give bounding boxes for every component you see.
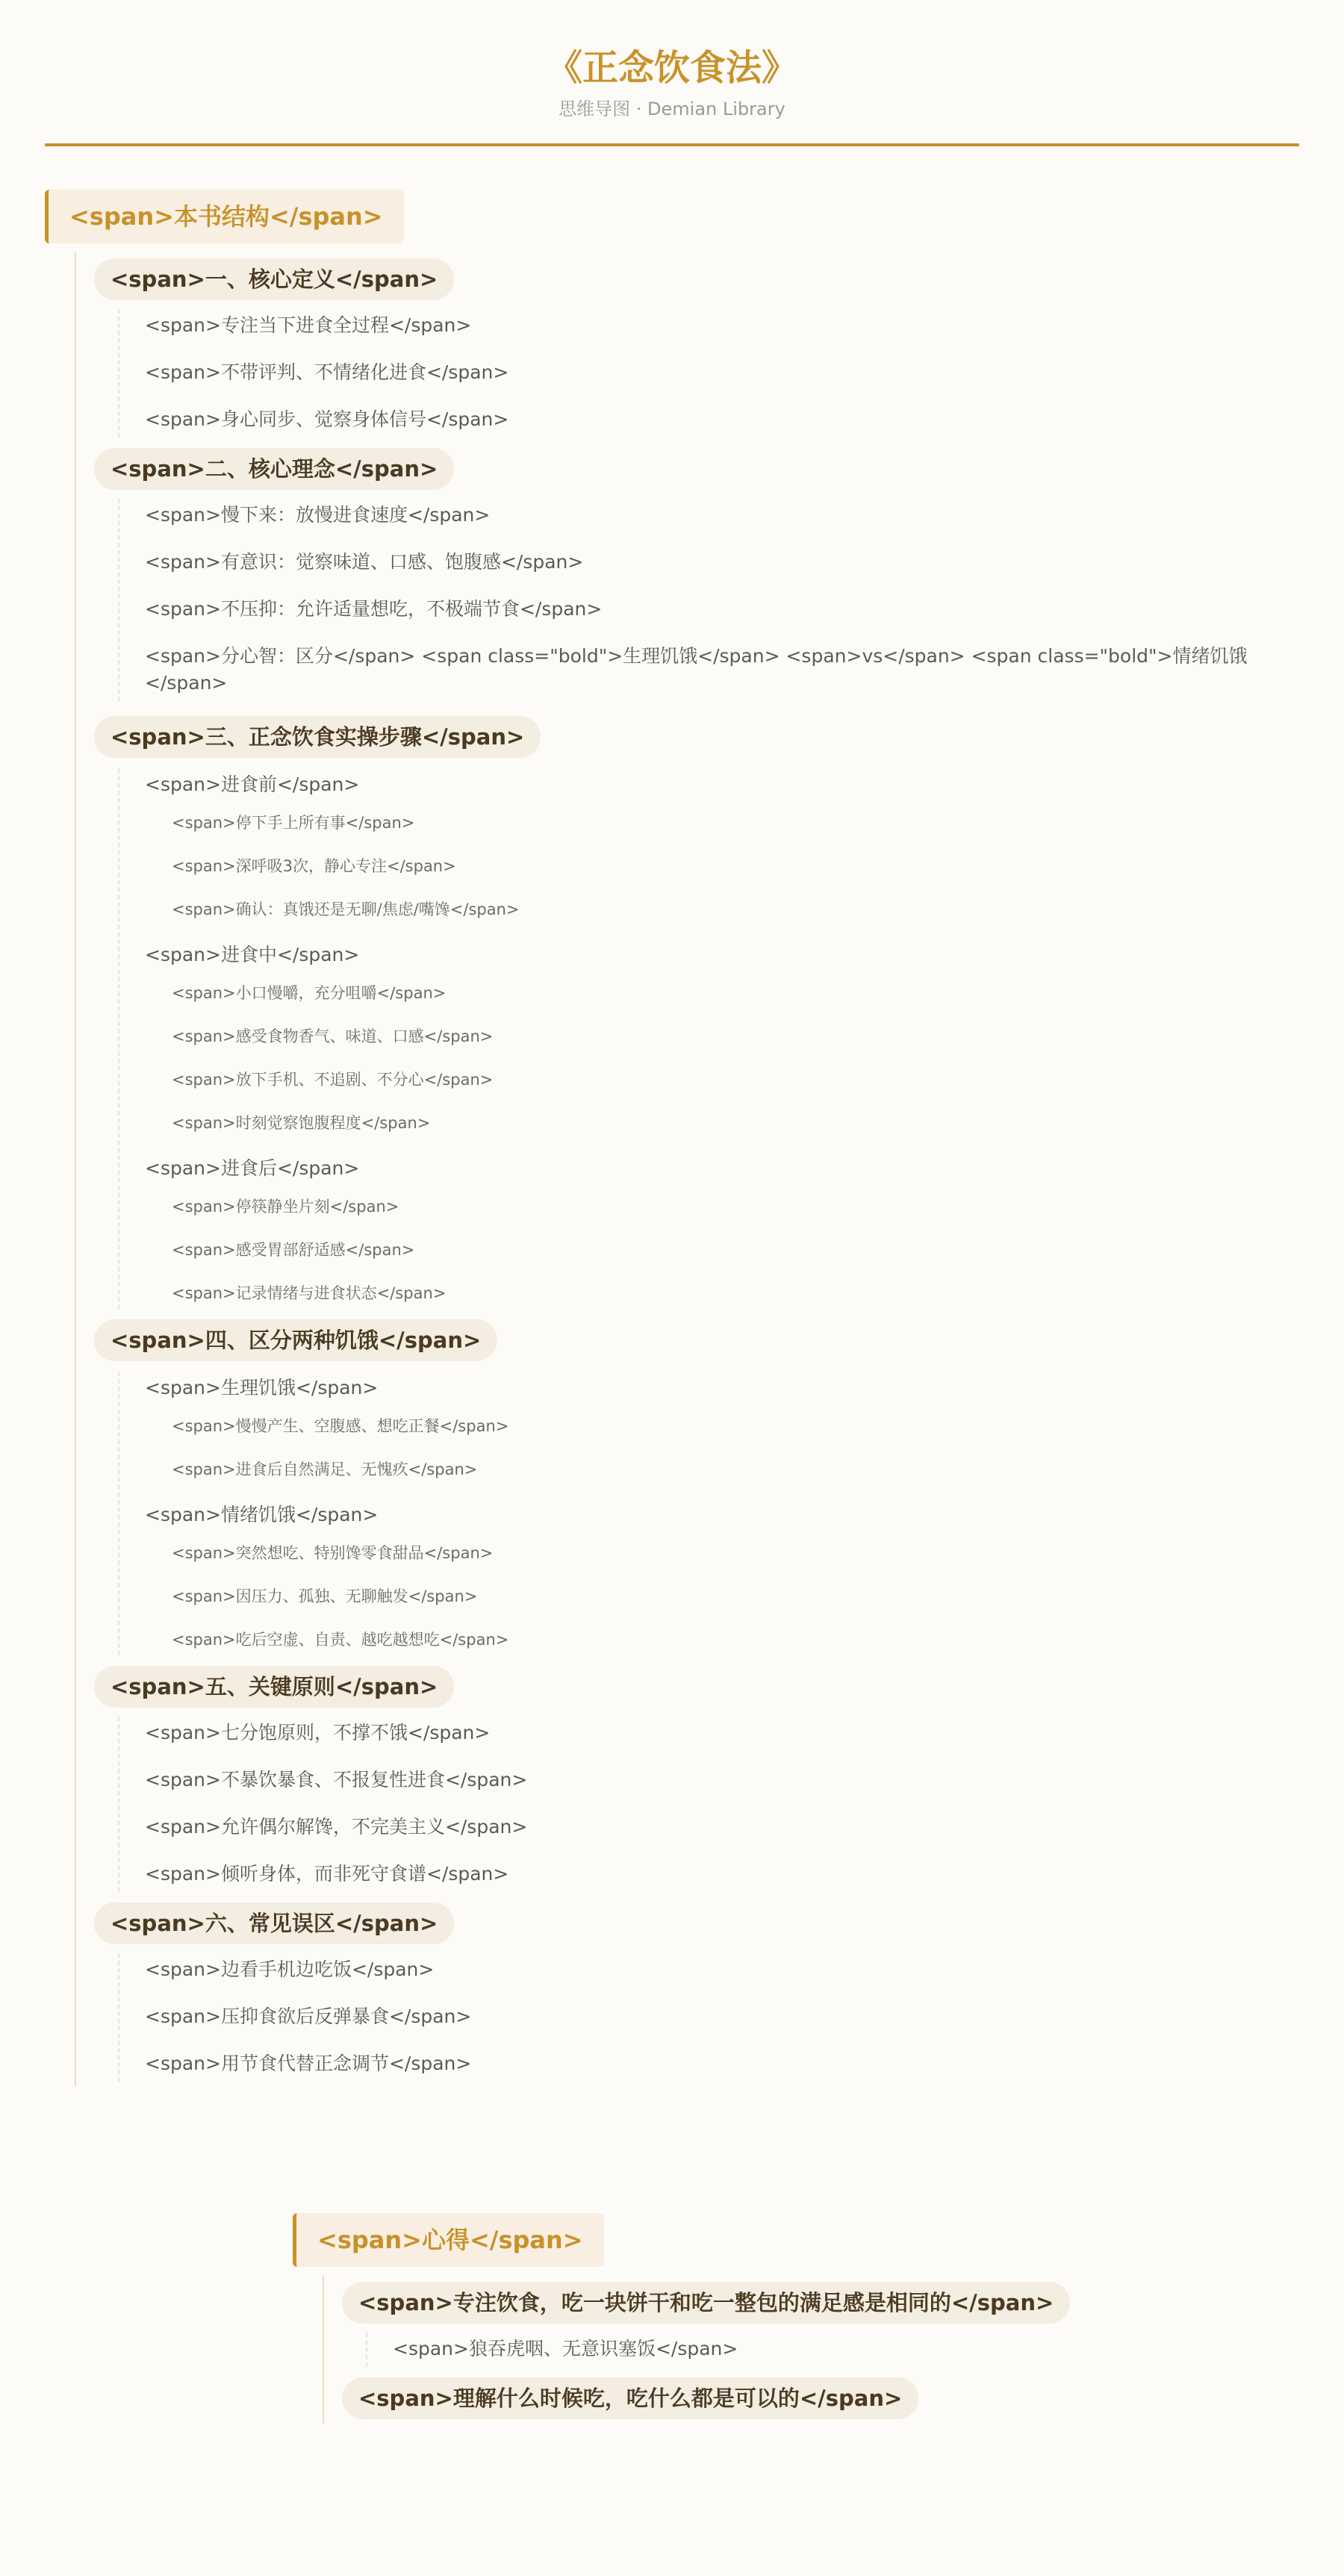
page-title: 《正念饮食法》 <box>546 47 797 89</box>
leaf-item: <span>压抑食欲后反弹暴食</span> <box>145 2006 472 2027</box>
leaf-item: <span>不暴饮暴食、不报复性进食</span> <box>145 1769 528 1791</box>
subnode-physical-hunger-list <box>145 1415 1299 1481</box>
section-label-structure: <span>本书结构</span> <box>45 190 404 243</box>
leaf-item: <span>停筷静坐片刻</span> <box>172 1198 399 1216</box>
page-header <box>45 42 1299 122</box>
node-core-concepts-children <box>118 499 1299 701</box>
subnode-emotional-hunger-list <box>145 1542 1299 1651</box>
leaf-item: <span>记录情绪与进食状态</span> <box>172 1284 447 1302</box>
leaf-item: <span>吃后空虚、自责、越吃越想吃</span> <box>172 1631 509 1649</box>
subnode-before-eating-list <box>145 812 1299 921</box>
leaf-item: <span>不带评判、不情绪化进食</span> <box>145 361 509 383</box>
leaf-item: <span>时刻觉察饱腹程度</span> <box>172 1114 431 1132</box>
node-insight-timing: <span>理解什么时候吃，吃什么都是可以的</span> <box>342 2377 918 2419</box>
node-insight-satisfaction: <span>专注饮食，吃一块饼干和吃一整包的满足感是相同的</span> <box>342 2282 1070 2324</box>
leaf-item: <span>小口慢嚼，充分咀嚼</span> <box>172 984 447 1002</box>
leaf-item: <span>深呼吸3次，静心专注</span> <box>172 857 456 875</box>
leaf-item: <span>感受胃部舒适感</span> <box>172 1241 415 1259</box>
node-insight-satisfaction-children <box>366 2333 1189 2367</box>
leaf-item: <span>有意识：觉察味道、口感、饱腹感</span> <box>145 551 584 573</box>
leaf-item: <span>狼吞虎咽、无意识塞饭</span> <box>393 2338 738 2359</box>
node-two-hungers-children <box>118 1372 1299 1655</box>
section-label-insights: <span>心得</span> <box>293 2213 604 2267</box>
node-key-principles-children <box>118 1717 1299 1892</box>
leaf-item: <span>分心智：区分</span> <span class="bold">生理饥饿</span> <span>vs</span> <span class="bold">情绪饥饿</span> <box>145 645 1248 694</box>
leaf-item: <span>停下手上所有事</span> <box>172 814 415 832</box>
leaf-item: <span>慢下来：放慢进食速度</span> <box>145 504 491 526</box>
node-core-definition: <span>一、核心定义</span> <box>94 258 454 300</box>
leaf-item: <span>进食后自然满足、无愧疚</span> <box>172 1460 478 1478</box>
node-core-definition-children <box>118 309 1299 438</box>
leaf-item: <span>因压力、孤独、无聊触发</span> <box>172 1587 478 1605</box>
header-divider <box>45 143 1299 146</box>
leaf-item: <span>感受食物香气、味道、口感</span> <box>172 1027 494 1045</box>
leaf-item: <span>放下手机、不追剧、不分心</span> <box>172 1071 494 1089</box>
page-subtitle: 思维导图 · Demian Library <box>559 99 785 119</box>
mindmap-structure-section <box>45 190 1299 2086</box>
leaf-item: <span>慢慢产生、空腹感、想吃正餐</span> <box>172 1417 509 1435</box>
leaf-item: <span>身心同步、觉察身体信号</span> <box>145 408 509 430</box>
leaf-item: <span>边看手机边吃饭</span> <box>145 1959 435 1980</box>
subnode-emotional-hunger: <span>情绪饥饿</span> <box>145 1504 379 1525</box>
node-common-mistakes: <span>六、常见误区</span> <box>94 1903 454 1944</box>
subnode-during-eating-list <box>145 982 1299 1134</box>
node-two-hungers: <span>四、区分两种饥饿</span> <box>94 1319 497 1361</box>
subnode-physical-hunger: <span>生理饥饿</span> <box>145 1377 379 1399</box>
structure-branch <box>75 252 1299 2086</box>
leaf-item: <span>倾听身体，而非死守食谱</span> <box>145 1863 509 1885</box>
leaf-item: <span>突然想吃、特别馋零食甜品</span> <box>172 1544 494 1562</box>
leaf-item: <span>专注当下进食全过程</span> <box>145 314 472 336</box>
node-practice-steps-children <box>118 768 1299 1309</box>
subnode-during-eating: <span>进食中</span> <box>145 944 360 965</box>
node-core-concepts: <span>二、核心理念</span> <box>94 448 454 490</box>
subnode-after-eating-list <box>145 1195 1299 1304</box>
subnode-before-eating: <span>进食前</span> <box>145 774 360 795</box>
node-practice-steps: <span>三、正念饮食实操步骤</span> <box>94 716 541 758</box>
leaf-item: <span>不压抑：允许适量想吃，不极端节食</span> <box>145 598 603 620</box>
mindmap-insights-section <box>293 2213 1189 2424</box>
leaf-item: <span>用节食代替正念调节</span> <box>145 2053 472 2074</box>
node-key-principles: <span>五、关键原则</span> <box>94 1666 454 1708</box>
node-common-mistakes-children <box>118 1953 1299 2082</box>
leaf-item: <span>确认：真饿还是无聊/焦虑/嘴馋</span> <box>172 900 520 918</box>
subnode-after-eating: <span>进食后</span> <box>145 1157 360 1179</box>
insights-branch <box>323 2276 1189 2424</box>
leaf-item: <span>允许偶尔解馋，不完美主义</span> <box>145 1816 528 1838</box>
leaf-item: <span>七分饱原则，不撑不饿</span> <box>145 1722 491 1743</box>
